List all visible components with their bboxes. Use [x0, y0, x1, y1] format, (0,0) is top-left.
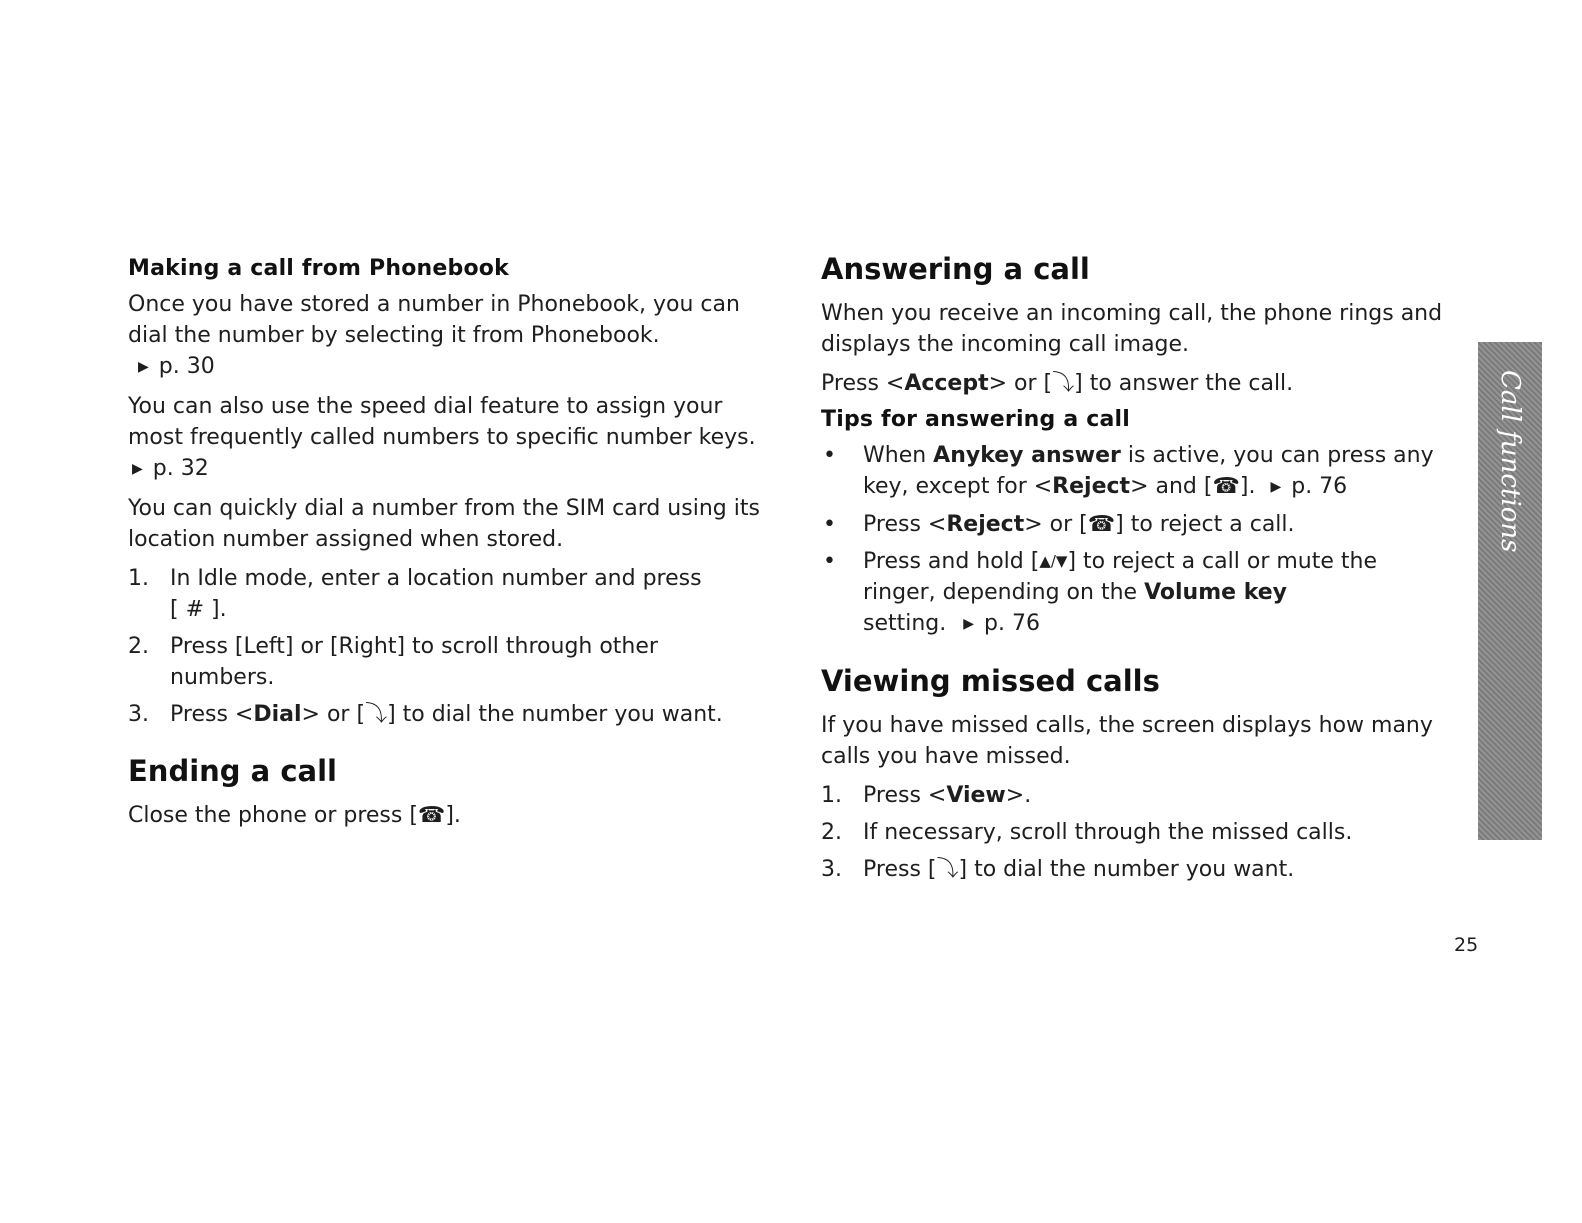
page-reference [132, 453, 209, 485]
tips-list [821, 440, 1446, 640]
bullet-icon: • [823, 443, 836, 468]
page-number: 25 [1454, 934, 1479, 956]
step-text: > or [ [301, 702, 366, 727]
bullet-icon: • [823, 512, 836, 537]
setting-label: Anykey answer [933, 443, 1121, 468]
dial-key-icon: ⤵ [1052, 371, 1075, 396]
step-text: >. [1005, 783, 1032, 808]
missed-steps-list [821, 780, 1446, 885]
step-number: 2. [128, 634, 149, 659]
tip-text: > or [ [1024, 512, 1088, 537]
chapter-side-tab [1478, 342, 1542, 840]
paragraph-text: ]. [445, 803, 461, 828]
list-item [128, 699, 768, 730]
end-key-icon: ☎ [1087, 512, 1116, 537]
end-key-icon: ☎ [417, 803, 446, 828]
step-text: In Idle mode, enter a location number and press [170, 566, 702, 591]
softkey-label: Reject [1052, 474, 1131, 499]
step-number: 2. [821, 820, 842, 845]
step-text: Press [ [863, 857, 937, 882]
step-text: Press < [170, 702, 254, 727]
paragraph: If you have missed calls, the screen displays how many calls you have missed. [821, 713, 1433, 769]
tip-text: > and [ [1130, 474, 1213, 499]
tip-text: ] to reject a call. [1115, 512, 1295, 537]
end-key-icon: ☎ [1212, 474, 1240, 499]
step-text: Press [Left] or [Right] to scroll through other numbers. [170, 634, 658, 690]
list-item [128, 631, 768, 693]
arrow-right-icon: ▶ [138, 359, 149, 375]
paragraph-text: > or [ [988, 371, 1053, 396]
arrow-right-icon: ▶ [132, 461, 143, 477]
list-item [821, 780, 1446, 811]
step-number: 3. [821, 857, 842, 882]
paragraph [821, 368, 1446, 399]
step-text: ] to dial the number you want. [958, 857, 1295, 882]
tip-text: ]. [1239, 474, 1256, 499]
softkey-label: Reject [946, 512, 1025, 537]
step-text: Press < [863, 783, 947, 808]
page-reference [138, 351, 215, 383]
softkey-label: Accept [904, 371, 989, 396]
arrow-right-icon: ▶ [963, 616, 975, 632]
setting-label: Volume key [1144, 580, 1288, 605]
paragraph-text: ] to answer the call. [1074, 371, 1294, 396]
arrow-right-icon: ▶ [1270, 479, 1282, 495]
left-column [128, 252, 768, 839]
softkey-label: Dial [253, 702, 302, 727]
paragraph-text: Once you have stored a number in Phonebook, you can dial the number by selecting it from Phonebook. [128, 292, 740, 348]
heading-answering-call: Answering a call [821, 252, 1090, 286]
paragraph-text: Close the phone or press [ [128, 803, 418, 828]
paragraph: You can quickly dial a number from the SIM card using its location number assigned when stored. [128, 496, 760, 552]
step-number: 3. [128, 702, 149, 727]
list-item [821, 854, 1446, 885]
list-item [821, 509, 1446, 540]
ref-text: p. 76 [984, 611, 1040, 636]
paragraph-text: Press < [821, 371, 905, 396]
paragraph [128, 800, 768, 831]
chapter-tab-label: Call functions [1495, 370, 1525, 553]
ref-text: p. 76 [1291, 474, 1348, 499]
paragraph [128, 391, 768, 485]
bullet-icon: • [823, 549, 836, 574]
ref-text: p. 30 [158, 354, 215, 379]
subheading-tips: Tips for answering a call [821, 407, 1131, 432]
tip-text: When [863, 443, 934, 468]
dial-key-icon: ⤵ [936, 857, 959, 882]
paragraph-text: You can also use the speed dial feature to assign your most frequently called numbers to specific number keys. [128, 394, 756, 450]
tip-text: setting. [863, 611, 947, 636]
step-number: 1. [128, 566, 149, 591]
heading-missed-calls: Viewing missed calls [821, 664, 1160, 698]
right-column [821, 252, 1446, 891]
step-text: If necessary, scroll through the missed calls. [863, 820, 1353, 845]
paragraph [128, 289, 768, 383]
page-reference [1270, 471, 1347, 503]
list-item [821, 817, 1446, 848]
subheading-phonebook: Making a call from Phonebook [128, 256, 509, 281]
list-item [821, 546, 1446, 640]
tip-text: Press < [863, 512, 947, 537]
steps-list [128, 563, 768, 730]
list-item [128, 563, 768, 625]
hash-key-icon: [ # ]. [170, 597, 227, 622]
list-item [821, 440, 1446, 503]
ref-text: p. 32 [152, 456, 209, 481]
step-number: 1. [821, 783, 842, 808]
step-text: ] to dial the number you want. [387, 702, 723, 727]
dial-key-icon: ⤵ [365, 702, 388, 727]
tip-text: is active, you can press any key, except for < [863, 443, 1434, 499]
tip-text: ] to reject a call or mute the ringer, depending on the [863, 549, 1377, 605]
page-reference [963, 608, 1040, 640]
tip-text: Press and hold [ [863, 549, 1040, 574]
volume-key-icon: ▲/▼ [1039, 552, 1068, 570]
heading-ending-call: Ending a call [128, 754, 337, 788]
softkey-label: View [946, 783, 1006, 808]
paragraph: When you receive an incoming call, the phone rings and displays the incoming call image. [821, 301, 1443, 357]
